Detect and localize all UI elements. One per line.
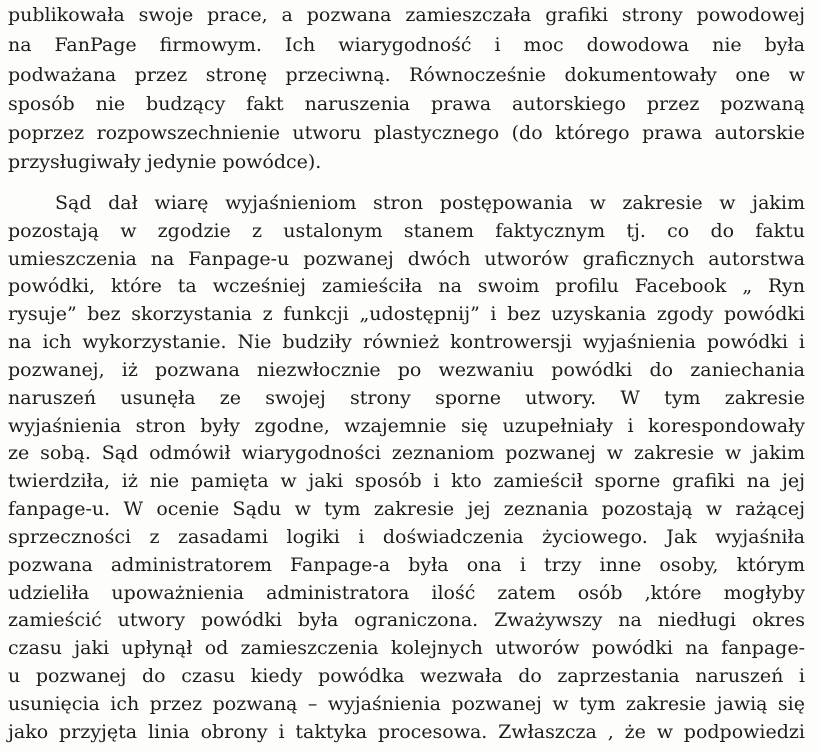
text-line: wyjaśnienia stron były zgodne, wzajemnie się uzupełniały i korespondowały xyxy=(8,415,805,437)
text-line: jako przyjęta linia obrony i taktyka procesowa. Zwłaszcza , że w podpowiedzi xyxy=(8,721,805,743)
text-line: rysuje” bez skorzystania z funkcji „udostępnij” i bez uzyskania zgody powódki xyxy=(8,303,805,325)
text-line: publikowała swoje prace, a pozwana zamieszczała grafiki strony powodowej xyxy=(8,4,805,26)
text-line: pozwana administratorem Fanpage-a była ona i trzy inne osoby, którym xyxy=(8,554,805,576)
text-line: Sąd dał wiarę wyjaśnieniom stron postępowania w zakresie w jakim xyxy=(55,192,805,214)
text-line: umieszczenia na Fanpage-u pozwanej dwóch utworów graficznych autorstwa xyxy=(8,248,805,270)
text-line: na ich wykorzystanie. Nie budziły również kontrowersji wyjaśnienia powódki i xyxy=(8,331,805,353)
text-line: sprzeczności z zasadami logiki i doświadczenia życiowego. Jak wyjaśniła xyxy=(8,526,805,548)
text-line: pozwanej, iż pozwana niezwłocznie po wezwaniu powódki do zaniechania xyxy=(8,359,805,381)
text-line: usunięcia ich przez pozwaną – wyjaśnienia pozwanej w tym zakresie jawią się xyxy=(8,693,805,715)
text-line: sposób nie budzący fakt naruszenia prawa autorskiego przez pozwaną xyxy=(8,93,805,115)
text-line: fanpage-u. W ocenie Sądu w tym zakresie jej zeznania pozostają w rażącej xyxy=(8,498,805,520)
text-line: zamieścić utwory powódki była ograniczona. Zważywszy na niedługi okres xyxy=(8,609,805,631)
text-line: pozostają w zgodzie z ustalonym stanem faktycznym tj. co do faktu xyxy=(8,220,805,242)
text-line: udzieliła upoważnienia administratora ilość zatem osób ,które mogłyby xyxy=(8,582,805,604)
text-line: powódki, które ta wcześniej zamieściła na swoim profilu Facebook „ Ryn xyxy=(8,275,805,297)
text-line: czasu jaki upłynął od zamieszczenia kolejnych utworów powódki na fanpage- xyxy=(8,637,805,659)
text-line: poprzez rozpowszechnienie utworu plastycznego (do którego prawa autorskie xyxy=(8,122,805,144)
text-line: przysługiwały jedynie powódce). xyxy=(8,151,322,173)
text-line: na FanPage firmowym. Ich wiarygodność i moc dowodowa nie była xyxy=(8,34,805,56)
text-line: naruszeń usunęła ze swojej strony sporne utwory. W tym zakresie xyxy=(8,387,805,409)
text-line: ze sobą. Sąd odmówił wiarygodności zeznaniom pozwanej w zakresie w jakim xyxy=(8,442,805,464)
text-line: u pozwanej do czasu kiedy powódka wezwała do zaprzestania naruszeń i xyxy=(8,665,805,687)
text-line: podważana przez stronę przeciwną. Równocześnie dokumentowały one w xyxy=(8,64,805,86)
text-line: twierdziła, iż nie pamięta w jaki sposób i kto zamieścił sporne grafiki na jej xyxy=(8,470,805,492)
